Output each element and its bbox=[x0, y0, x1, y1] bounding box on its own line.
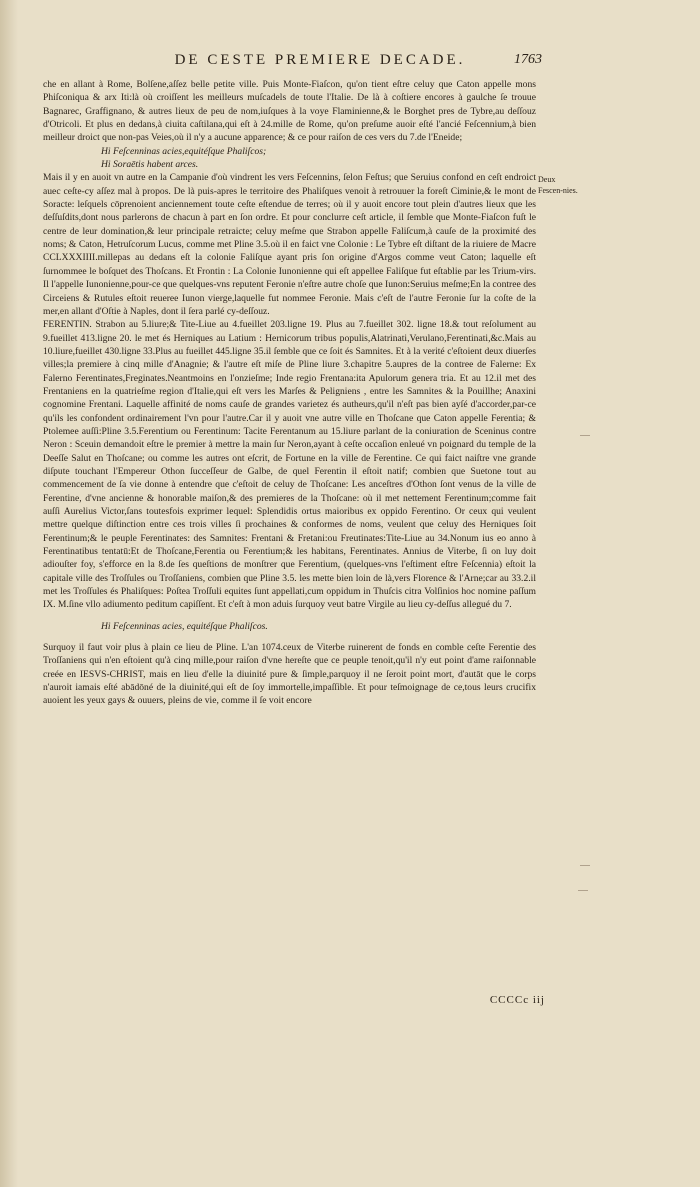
margin-mark bbox=[578, 890, 588, 897]
verse-line-3: Hi Feſcenninas acies, equitéſque Phaliſcos. bbox=[101, 620, 268, 632]
verse-line-2: Hi Soraētis habent arces. bbox=[101, 159, 199, 171]
paragraph-4: Surquoy il faut voir plus à plain ce lieu de Pline. L'an 1074.ceux de Viterbe ruinerent de fonds en comble ceſte Ferentie des Troſſaniens qui n'en eſtoient qu'à cinq mille,pour raiſon d'vne hereſte que ce peuple tenoit,qu'il n'y eut point d'ame raiſonnable creée en IESVS-CHRIST, mais en lieu d'elle la diuinité pure & ſimple,parquoy il ne ſeroit point mort, d'autāt que le corps n'auroit iamais eſté abādōné de la diuinité,qui eſt de ſoy immortelle,impaſſible. Et pour teſmoignage de ce,tous leurs crucifix auoient les yeux gays & ouuers, pleins de vie, comme il ſe voit encore bbox=[43, 642, 536, 707]
running-header: DE CESTE PREMIERE DECADE. bbox=[174, 52, 466, 68]
paragraph-1: che en allant à Rome, Bolſene,aſſez belle petite ville. Puis Monte-Fiaſcon, qu'on tient eſtre celuy que Caton appelle mons Phiſconiqua & arx Iti:là où croiſſent les meilleurs muſcadels de toute l'Italie. De là à coſtiere encores à gaulche ſe trouue Bagnarec, Graffignano, & autres lieux de peu de nom,iuſques à la voye Flaminienne,& le Borghet pres de Tybre,au deſſouz d'Otricoli. Et plus en dedans,à ciuita caſtilana,qui eſt à 24.mille de Rome, qu'on preſume auoir eſté l'ancié Feſcennium,à bien meilleur droict que non-pas Veies,où il n'y a aucune apparence; & ce pour raiſon de ces vers du 7.de l'Eneide; bbox=[43, 79, 536, 144]
paragraph-2: Mais il y en auoit vn autre en la Campanie d'où vindrent les vers Feſcennins, ſelon Feſtus; que Seruius confond en ceſt endroict auec ceſte-cy aſſez mal à propos. De là puis-apres le territoire des Phaliſques venoit à retrouuer la foreſt Ciminie,& le mont de Soracte: leſquels cōprenoient anciennement toute ceſte eſtendue de terres; où il y auoit encore tout plein d'autres lieux que les deſſuſdits,dont nous parlerons de chacun à part en ſon ordre. Et pour conclurre ceſt article, il ſemble que Monte-Fiaſcon fuſt le centre de leur domination,& leur principale retraicte; celuy meſme que Strabon appelle Faliſcum,à cauſe de la proximité des noms; & Caton, Hetruſcorum Lucus, comme met Pline 3.5.où il en faict vne Colonie : Le Tybre eſt diſtant de la riuiere de Macre CCLXXXIIII.millepas au dedans eſt la colonie Faliſque ayant pris ſon origine d'Argos comme veut Caton; laquelle eſt ſurnommee le boſquet des Thoſcans. Et Frontin : La Colonie Iunonienne qui eſt appellee Faliſque fut eſtablie par les Trium-virs. Il l'appelle Iunonienne,pour-ce que quelques-vns reputent Feronie n'eſtre autre choſe que Iunon:Seruius meſme;En la contree des Circeiens & Rutules eſtoit reueree Iunon vierge,laquelle fut nommee Feronie. Mais c'eſt de l'autre Feronie ſur la coſte de la mer,en allant d'Oſtie à Naples, dont il ſera parlé cy-deſſouz. bbox=[43, 172, 536, 317]
verse-line-1: Hi Feſcenninas acies,equitéſque Phaliſcos; bbox=[101, 145, 267, 157]
signature-mark: CCCCc iij bbox=[489, 994, 545, 1006]
margin-note: Deux Fescen-nies. bbox=[538, 175, 578, 195]
folio-number: 1763 bbox=[514, 52, 542, 67]
margin-mark bbox=[580, 435, 590, 442]
margin-mark bbox=[580, 865, 590, 872]
paragraph-ferentin: FERENTIN. Strabon au 5.liure;& Tite-Liue au 4.fueillet 203.ligne 19. Plus au 7.fueillet 302. ligne 18.& tout reſolument au 9.fueillet 413.ligne 20. le met és Herniques au Latium : Hernicorum tribus populis,Alatrinati,Verulano,Ferentinati,&c.Mais au 10.liure,fueillet 430.ligne 33.Plus au fueillet 445.ligne 35.il ſemble que ce ſoit és Samnites. Et à la verité c'eſtoient deux diuerſes villes;la premiere à cinq mille d'Anagnie; & l'autre eſt miſe de Pline liure 3.chapitre 5.aupres de la contree de Falerne: Ex Falerno Ferentinates,Freginates.Neantmoins en l'onzieſme; Inde regio Frentana:ita Apulorum genera tria. Et au 12.il met des Frentaniens en la quatrieſme region d'Italie,qui eſt vers les Marſes & Peligniens , entre les Samnites & la Pouillhe; Anaxini cognomine Frentani. Laquelle affinité de noms cauſe de grandes varietez és autheurs,qu'il n'eſt pas bien ayſé d'accorder,par-ce qu'ils les confondent ordinairement l'vn pour l'autre.Car il y auoit vne autre ville en Thoſcane que Caton appelle Ferentia; & Ptolemee auſſi:Pline 3.5.Ferentium ou Ferentinum: Tacite Ferentanum au 15.liure parlant de la coniuration de Sceninus contre Neron : Sceuin demandoit eſtre le premier à mettre la main ſur Neron,ayant à ceſte occaſion enleué vn poignard du temple de la Deeſſe Salut en Thoſcane; ou comme les autres ont eſcrit, de Fortune en la ville de Ferentine. Ce qui faict naiſtre vne grande diſpute touchant l'Empereur Othon ſucceſſeur de Galbe, de quel Ferentin il eſtoit natif; combien que Suetone tout au commencement de ſa vie donne à entendre que c'eſtoit de celuy de Thoſcane: Les anceſtres d'Othon ſont venus de la ville de Ferentine, d'vne ancienne & honorable maiſon,& des premieres de la Thoſcane: où il met nettement Ferentinum;comme fait auſſi Aurelius Victor,ſans toutesfois exprimer lequel: Splendidis ortus maioribus ex oppido Ferentino. Or ceux qui veulent mettre quelque diſtinction entre ces trois villes ſi prochaines & conformes de noms, veulent que celuy des Herniques ſoit Ferentinum;& le peuple Ferentinates: des Samnites: Frentani & Fretani:ou Freutinates:Tite-Liue au 34.Nonum ius eo anno à Ferentinatibus tentatū:Et de Thoſcane,Ferentia ou Ferentium;& les habitans, Ferentinates. Annius de Viterbe, ſi on luy doit adiouſter foy, s'efforce en la 8.de ſes queſtions de monſtrer que Ferentium, (quelques-vns l'eſtiment eſtre Feſcennia) eſtoit la capitale ville des Troſſules ou Troſſaniens, combien que Pline 3.5. les mette bien loin de là,vers Florence & l'Arne;car au 33.2.il met les Troſſules és Phaliſques: Poſtea Troſſuli equites ſunt appellati,cum oppidum in Thuſcis citra Volſinios hoc nomine paſſum IX. M.ſine vllo adiumento peditum capiſſent. Et c'eſt à mon aduis ſurquoy veut batre Virgile au lieu cy-deſſus allegué du 7. bbox=[43, 319, 536, 611]
main-text bbox=[43, 78, 536, 708]
